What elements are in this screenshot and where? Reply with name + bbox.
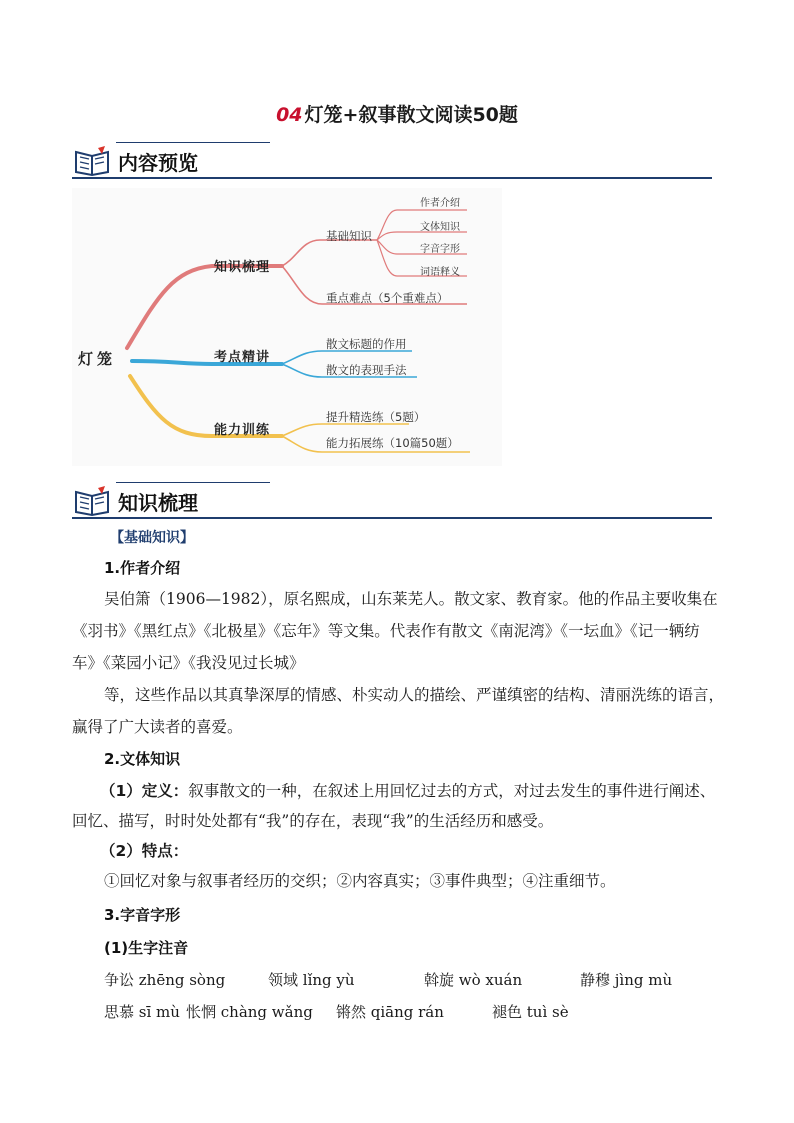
basics-heading: 【基础知识】 (110, 530, 194, 546)
mind-map-node: 能力拓展练（10篇50题） (326, 436, 459, 450)
mind-map-node: 散文标题的作用 (326, 337, 407, 351)
mind-map-branch-knowledge: 知识梳理 (214, 260, 271, 275)
pronunciation-item: 斡旋 wò xuán (424, 971, 523, 989)
mind-map-root: 灯笼 (78, 350, 117, 368)
section-title-knowledge: 知识梳理 (118, 491, 198, 515)
page-title (0, 100, 794, 127)
mind-map-node-key-points: 重点难点（5个重难点） (326, 291, 449, 305)
genre-features-label: （2）特点： (100, 842, 189, 860)
pronunciation-item: 领域 lǐng yù (268, 971, 355, 989)
genre-heading: 2.文体知识 (104, 750, 181, 768)
author-intro-line: 车》《菜园小记》《我没见过长城》 (72, 654, 305, 672)
genre-definition (100, 776, 720, 807)
pronunciation-item: 思慕 sī mù (104, 1003, 180, 1021)
author-intro-line: 等，这些作品以其真挚深厚的情感、朴实动人的描绘、严谨缜密的结构、清丽洗练的语言， (104, 686, 725, 704)
mind-map-node-basics: 基础知识 (326, 229, 372, 243)
section-title-preview: 内容预览 (118, 151, 198, 175)
genre-definition-cont: 回忆、描写，时时处处都有“我”的存在，表现“我”的生活经历和感受。 (72, 812, 554, 830)
pronunciation-item: 争讼 zhēng sòng (104, 971, 226, 989)
author-intro-line: 赢得了广大读者的喜爱。 (72, 718, 243, 736)
mind-map-node: 散文的表现手法 (326, 363, 407, 377)
author-intro-line: 《羽书》《黑红点》《北极星》《忘年》等文集。代表作有散文《南泥湾》《一坛血》《记一辆纺 (72, 622, 700, 640)
pronunciation-subheading: (1)生字注音 (104, 939, 189, 957)
open-book-icon (72, 144, 112, 176)
mind-map (72, 188, 502, 466)
title-number: 04 (276, 104, 303, 126)
title-text: 灯笼+叙事散文阅读50题 (304, 104, 518, 126)
pronunciation-item: 褪色 tuì sè (492, 1003, 569, 1021)
section-header-preview (72, 142, 712, 178)
mind-map-branch-exam-points: 考点精讲 (214, 350, 271, 365)
mind-map-node: 提升精选练（5题） (326, 410, 426, 424)
mind-map-leaf: 作者介绍 (420, 198, 460, 209)
section-header-knowledge (72, 482, 712, 518)
genre-definition-label: （1）定义： (100, 782, 189, 800)
mind-map-leaf: 词语释义 (420, 267, 460, 278)
mind-map-leaf: 文体知识 (420, 222, 460, 233)
mind-map-branch-training: 能力训练 (214, 423, 271, 438)
pronunciation-item: 静穆 jìng mù (580, 971, 673, 989)
pronunciation-heading: 3.字音字形 (104, 906, 181, 924)
author-heading: 1.作者介绍 (104, 559, 181, 577)
author-intro-line: 吴伯箫（1906—1982），原名熙成，山东莱芜人。散文家、教育家。他的作品主要收集在 (104, 590, 718, 608)
genre-definition-text: 叙事散文的一种，在叙述上用回忆过去的方式，对过去发生的事件进行阐述、 (188, 782, 716, 800)
mind-map-leaf: 字音字形 (420, 244, 460, 255)
pronunciation-item: 怅惘 chàng wǎng (186, 1003, 313, 1021)
pronunciation-item: 锵然 qiāng rán (336, 1003, 444, 1021)
open-book-icon (72, 484, 112, 516)
genre-features-text: ①回忆对象与叙事者经历的交织；②内容真实；③事件典型；④注重细节。 (104, 872, 616, 890)
